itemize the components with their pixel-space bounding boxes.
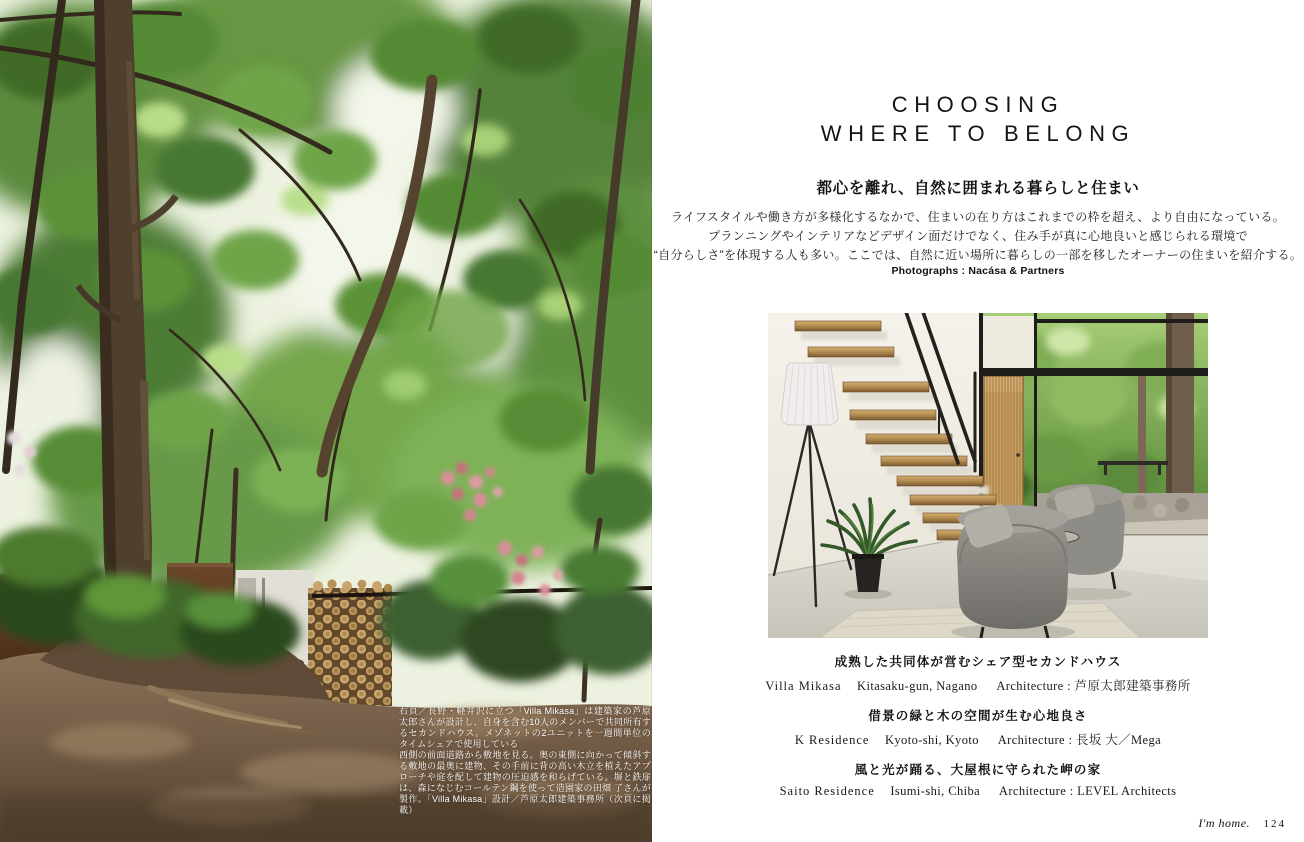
residence-location: Kyoto-shi, Kyoto (884, 733, 979, 747)
listing-heading: 借景の緑と木の空間が生む心地良さ (868, 709, 1088, 723)
intro-line-2: プランニングやインテリアなどデザイン面だけでなく、住み手が真に心地良いと感じられる環境で (708, 229, 1248, 243)
intro-line-1: ライフスタイルや働き方が多様化するなかで、住まいの在り方はこれまでの枠を超え、より自由になっている。 (670, 210, 1286, 224)
listing-details (652, 730, 1304, 748)
listing-k-residence (652, 706, 1304, 748)
residence-listings (652, 652, 1304, 811)
page-number: 124 (1263, 818, 1286, 830)
caption-paragraph-1: 右頁／長野・軽井沢に立つ「Villa Mikasa」は建築家の芦原太郎さんが設計し、自身を含む10人のメンバーで共同所有するセカンドハウス。メゾネットの2ユニットを一週間単位のタイムシェアで使用している (399, 706, 651, 749)
residence-architecture: Architecture : 芦原太郎建築事務所 (996, 679, 1191, 693)
listing-details (652, 676, 1304, 694)
photo-credit: Photographs : Nacása & Partners (891, 265, 1065, 277)
residence-name: K Residence (794, 733, 870, 747)
residence-name: Saito Residence (779, 784, 875, 798)
subtitle: 都心を離れ、自然に囲まれる暮らしと住まい (816, 180, 1140, 197)
intro-line-3: “自分らしさ”を体現する人も多い。ここでは、自然に近い場所に暮らしの一部を移したオーナーの住まいを紹介する。 (653, 248, 1303, 262)
page-folio (1198, 814, 1286, 832)
listing-details (652, 784, 1304, 799)
listing-saito-residence (652, 760, 1304, 799)
photo-caption (399, 706, 651, 816)
residence-location: Kitasaku-gun, Nagano (857, 679, 978, 693)
residence-location: Isumi-shi, Chiba (890, 784, 981, 798)
interior-photo (768, 313, 1208, 638)
page-fold-divider (651, 0, 652, 842)
residence-architecture: Architecture : LEVEL Architects (998, 784, 1177, 798)
page-title (652, 90, 1304, 148)
door-handle (1016, 453, 1020, 457)
residence-architecture: Architecture : 長坂 大／Mega (997, 733, 1162, 747)
caption-paragraph-2: 西側の前面道路から敷地を見る。奥の東側に向かって傾斜する敷地の最奥に建物、その手前に背の高い木立を植えたアプローチや庭を配して建物の圧迫感を和らげている。塀と鉄扉は、森になじむコールテン鋼を使って造園家の田畑 了さんが製作。「Villa Mikasa」設計／芦原太郎建築事務所（次頁に掲載） (399, 750, 651, 815)
listing-heading: 風と光が踊る、大屋根に守られた岬の家 (854, 763, 1102, 777)
title-line-2: WHERE TO BELONG (820, 121, 1136, 146)
upper-interior (981, 316, 1036, 368)
title-line-1: CHOOSING (891, 92, 1065, 117)
residence-name: Villa Mikasa (765, 679, 842, 693)
intro-text (652, 208, 1304, 265)
listing-villa-mikasa (652, 652, 1304, 694)
armchair-front (957, 503, 1069, 638)
right-page (652, 0, 1304, 842)
listing-heading: 成熟した共同体が営むシェア型セカンドハウス (834, 655, 1122, 669)
im-home-logo: I'm home. (1198, 816, 1251, 830)
corten-wall-right-cap (167, 563, 233, 567)
plant-pot (854, 557, 882, 592)
